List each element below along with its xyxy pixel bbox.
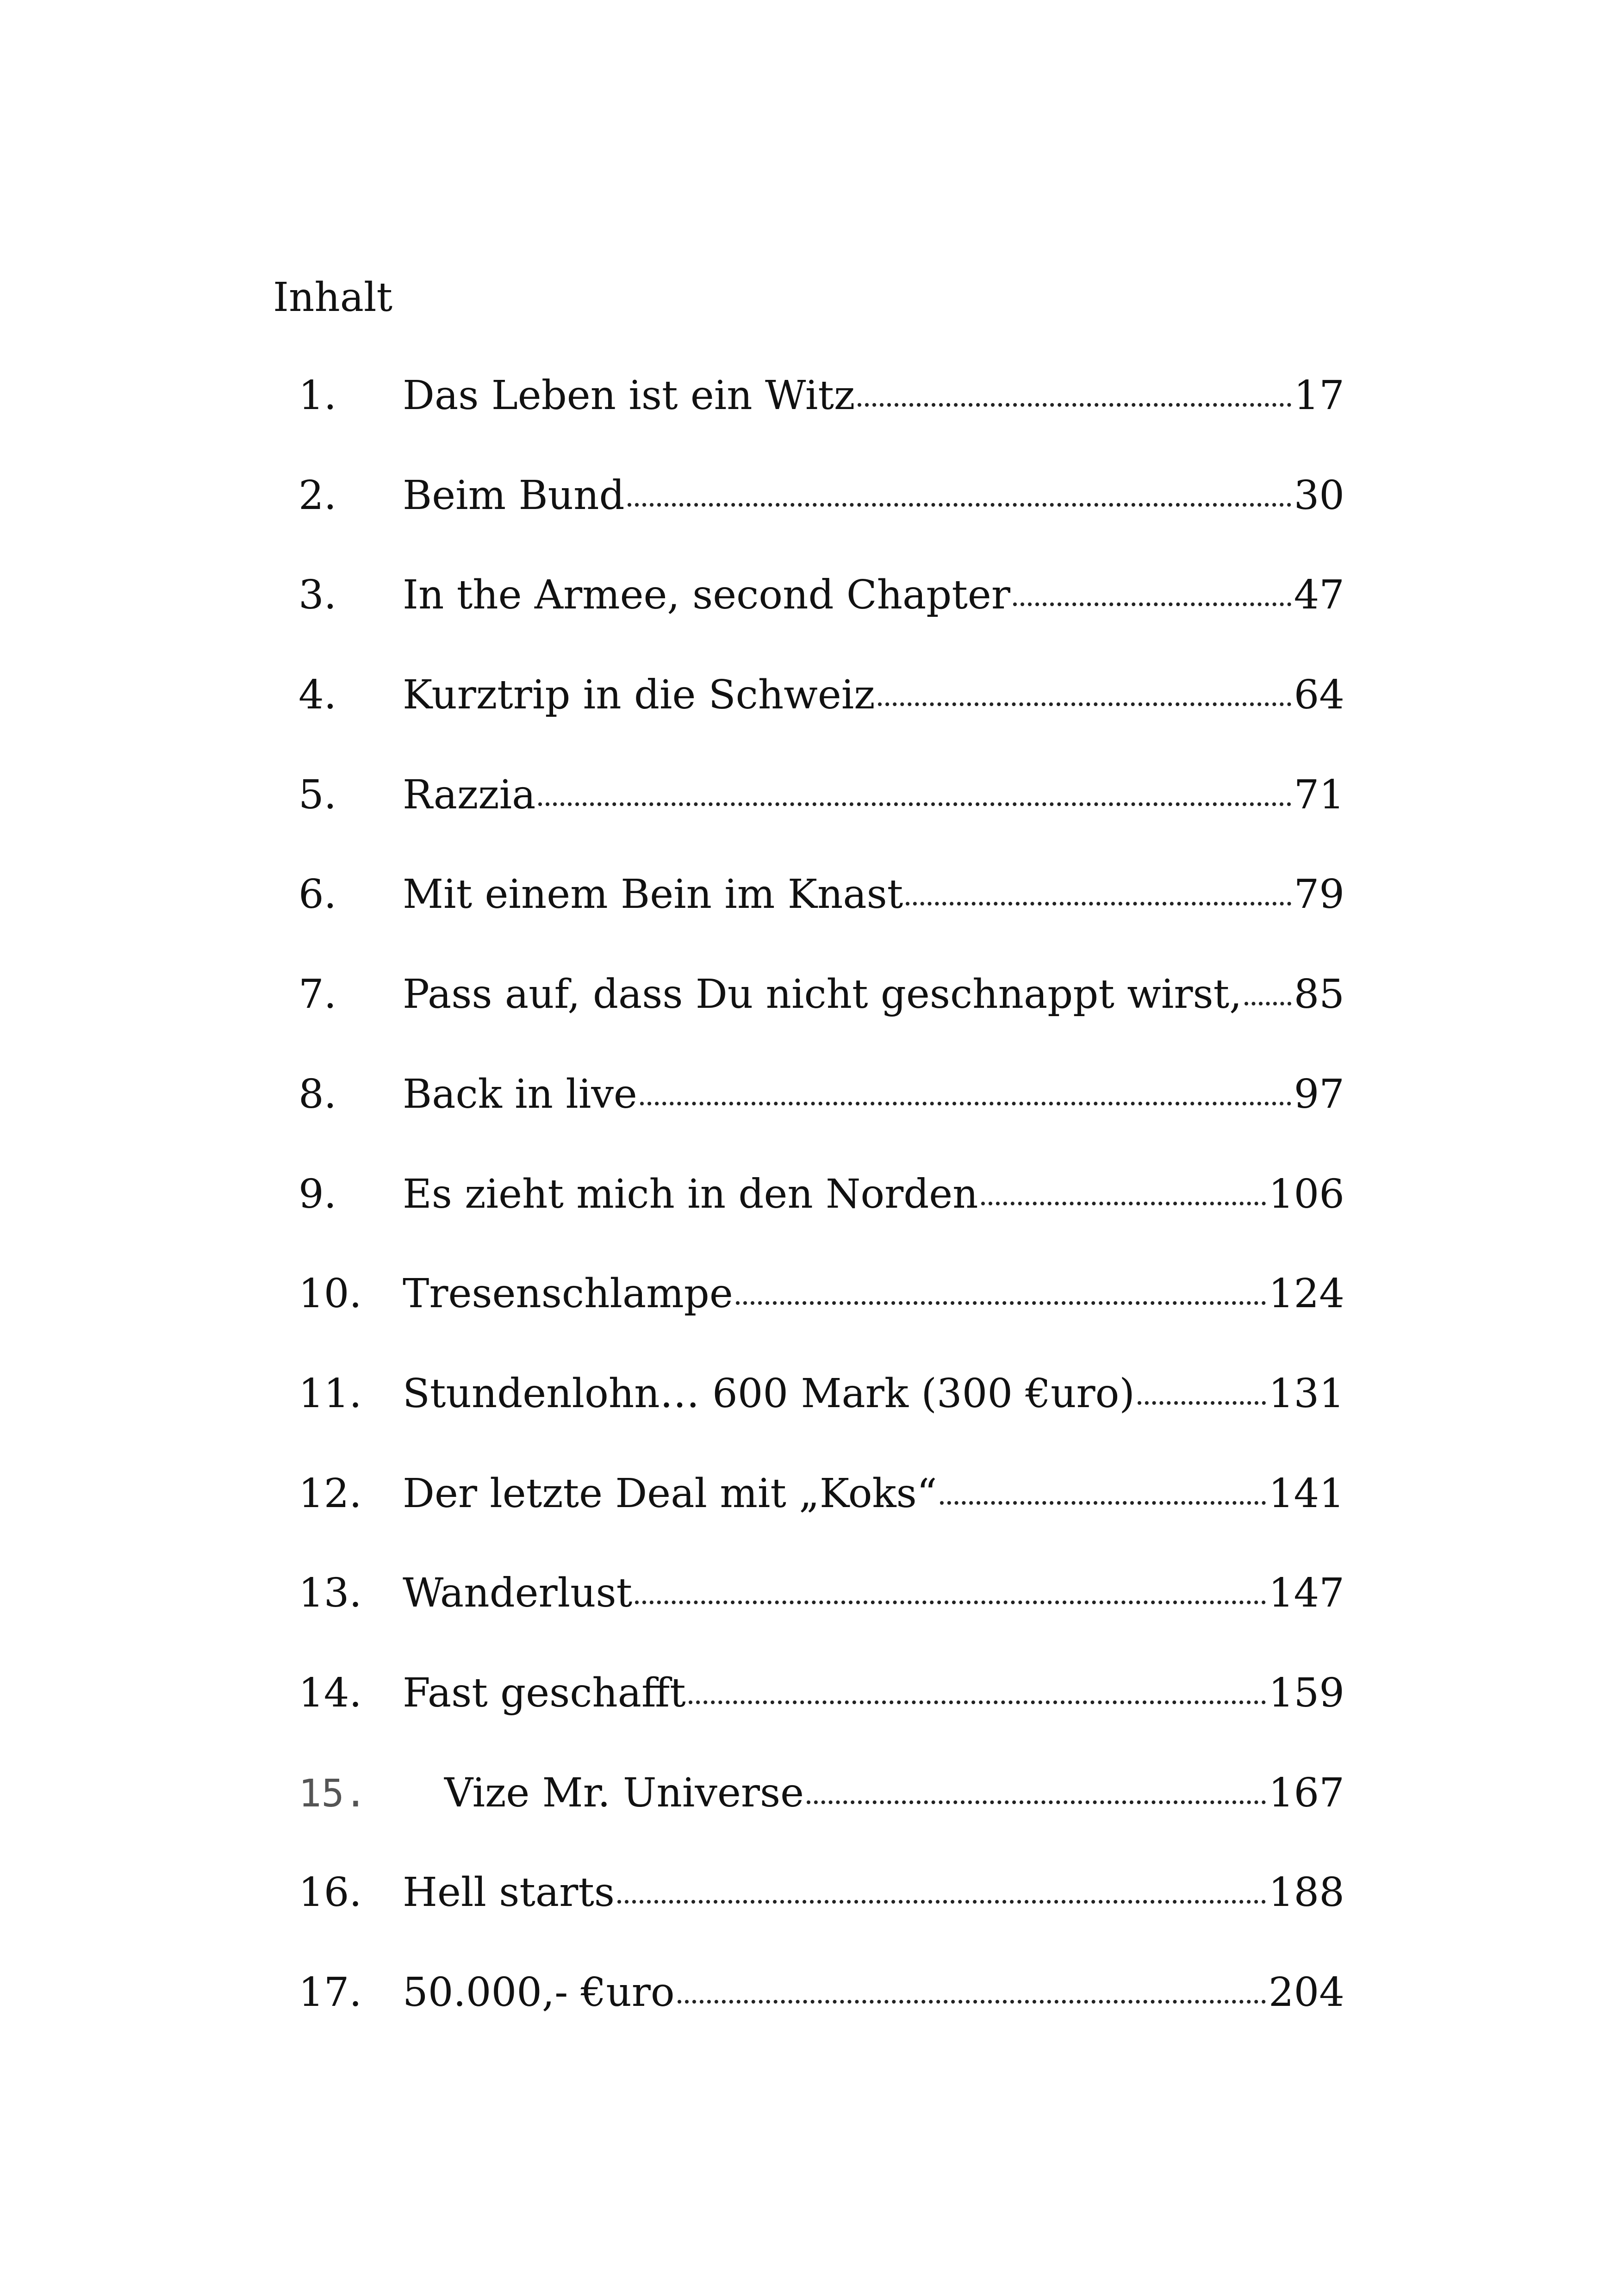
page-number: 124	[1268, 1271, 1344, 1317]
dot-leader	[538, 802, 1291, 806]
dot-leader	[807, 1800, 1266, 1804]
chapter-title: Es zieht mich in den Norden	[403, 1171, 978, 1217]
chapter-number: 12.	[299, 1470, 362, 1517]
chapter-number: 17.	[299, 1969, 362, 2016]
chapter-number: 10.	[299, 1271, 362, 1317]
chapter-number: 13.	[299, 1570, 362, 1617]
chapter-title: Das Leben ist ein Witz	[403, 372, 855, 419]
toc-entry[interactable]	[299, 470, 1344, 570]
chapter-title: Wanderlust	[403, 1570, 633, 1617]
toc-entry[interactable]	[299, 1368, 1344, 1468]
toc-entry[interactable]	[299, 1867, 1344, 1967]
toc-entry[interactable]	[299, 1568, 1344, 1668]
toc-entry[interactable]	[299, 769, 1344, 869]
toc-entry[interactable]	[299, 1468, 1344, 1568]
chapter-number: 3.	[299, 572, 337, 619]
dot-leader	[678, 2000, 1266, 2004]
dot-leader	[858, 403, 1291, 407]
page-number: 141	[1268, 1470, 1344, 1517]
chapter-title: Hell starts	[403, 1869, 615, 1916]
page-number: 17	[1294, 372, 1344, 419]
toc-entry[interactable]	[299, 969, 1344, 1069]
table-of-contents	[299, 370, 1344, 2067]
chapter-title: Stundenlohn… 600 Mark (300 €uro)	[403, 1370, 1135, 1417]
chapter-number: 1.	[299, 372, 337, 419]
toc-entry[interactable]	[299, 570, 1344, 670]
toc-entry[interactable]	[299, 1668, 1344, 1768]
chapter-title: 50.000,- €uro	[403, 1969, 675, 2016]
page-number: 71	[1294, 771, 1344, 818]
chapter-number: 6.	[299, 871, 337, 918]
page-number: 188	[1268, 1869, 1344, 1916]
dot-leader	[640, 1102, 1291, 1105]
dot-leader	[617, 1900, 1266, 1904]
chapter-number: 8.	[299, 1071, 337, 1117]
toc-entry[interactable]	[299, 1268, 1344, 1368]
chapter-title: Kurztrip in die Schweiz	[403, 672, 875, 719]
chapter-title: Razzia	[403, 771, 536, 818]
chapter-title: Fast geschafft	[403, 1669, 686, 1716]
chapter-title: Pass auf, dass Du nicht geschnappt wirst,	[403, 971, 1242, 1018]
page-number: 97	[1294, 1071, 1344, 1117]
dot-leader	[981, 1202, 1266, 1205]
chapter-number: 15.	[299, 1771, 367, 1816]
dot-leader	[1245, 1002, 1291, 1005]
chapter-title: Vize Mr. Universe	[444, 1769, 804, 1816]
chapter-number: 7.	[299, 971, 337, 1018]
toc-entry[interactable]	[299, 1768, 1344, 1868]
chapter-number: 4.	[299, 672, 337, 719]
page-number: 106	[1268, 1171, 1344, 1217]
chapter-title: In the Armee, second Chapter	[403, 572, 1010, 619]
toc-entry[interactable]	[299, 1169, 1344, 1269]
page-number: 204	[1268, 1969, 1344, 2016]
dot-leader	[1013, 602, 1291, 606]
page-number: 47	[1294, 572, 1344, 619]
page-number: 167	[1268, 1769, 1344, 1816]
chapter-title: Beim Bund	[403, 472, 625, 519]
chapter-title: Mit einem Bein im Knast	[403, 871, 903, 918]
page-number: 30	[1294, 472, 1344, 519]
dot-leader	[628, 503, 1291, 507]
toc-entry[interactable]	[299, 1967, 1344, 2067]
dot-leader	[736, 1301, 1266, 1305]
chapter-number: 2.	[299, 472, 337, 519]
page-number: 147	[1268, 1570, 1344, 1617]
page-number: 159	[1268, 1669, 1344, 1716]
dot-leader	[878, 702, 1291, 706]
chapter-number: 11.	[299, 1370, 362, 1417]
chapter-title: Back in live	[403, 1071, 637, 1117]
chapter-number: 14.	[299, 1669, 362, 1716]
dot-leader	[1138, 1401, 1266, 1405]
dot-leader	[906, 902, 1291, 906]
chapter-number: 9.	[299, 1171, 337, 1217]
toc-entry[interactable]	[299, 670, 1344, 769]
page-number: 85	[1294, 971, 1344, 1018]
toc-entry[interactable]	[299, 869, 1344, 969]
toc-heading: Inhalt	[273, 274, 393, 321]
page-number: 64	[1294, 672, 1344, 719]
chapter-title: Tresenschlampe	[403, 1271, 733, 1317]
chapter-title: Der letzte Deal mit „Koks“	[403, 1470, 937, 1517]
toc-entry[interactable]	[299, 370, 1344, 470]
toc-entry[interactable]	[299, 1069, 1344, 1169]
page-number: 131	[1268, 1370, 1344, 1417]
dot-leader	[689, 1700, 1266, 1704]
dot-leader	[635, 1601, 1266, 1604]
page-number: 79	[1294, 871, 1344, 918]
dot-leader	[940, 1501, 1266, 1505]
chapter-number: 16.	[299, 1869, 362, 1916]
chapter-number: 5.	[299, 771, 337, 818]
